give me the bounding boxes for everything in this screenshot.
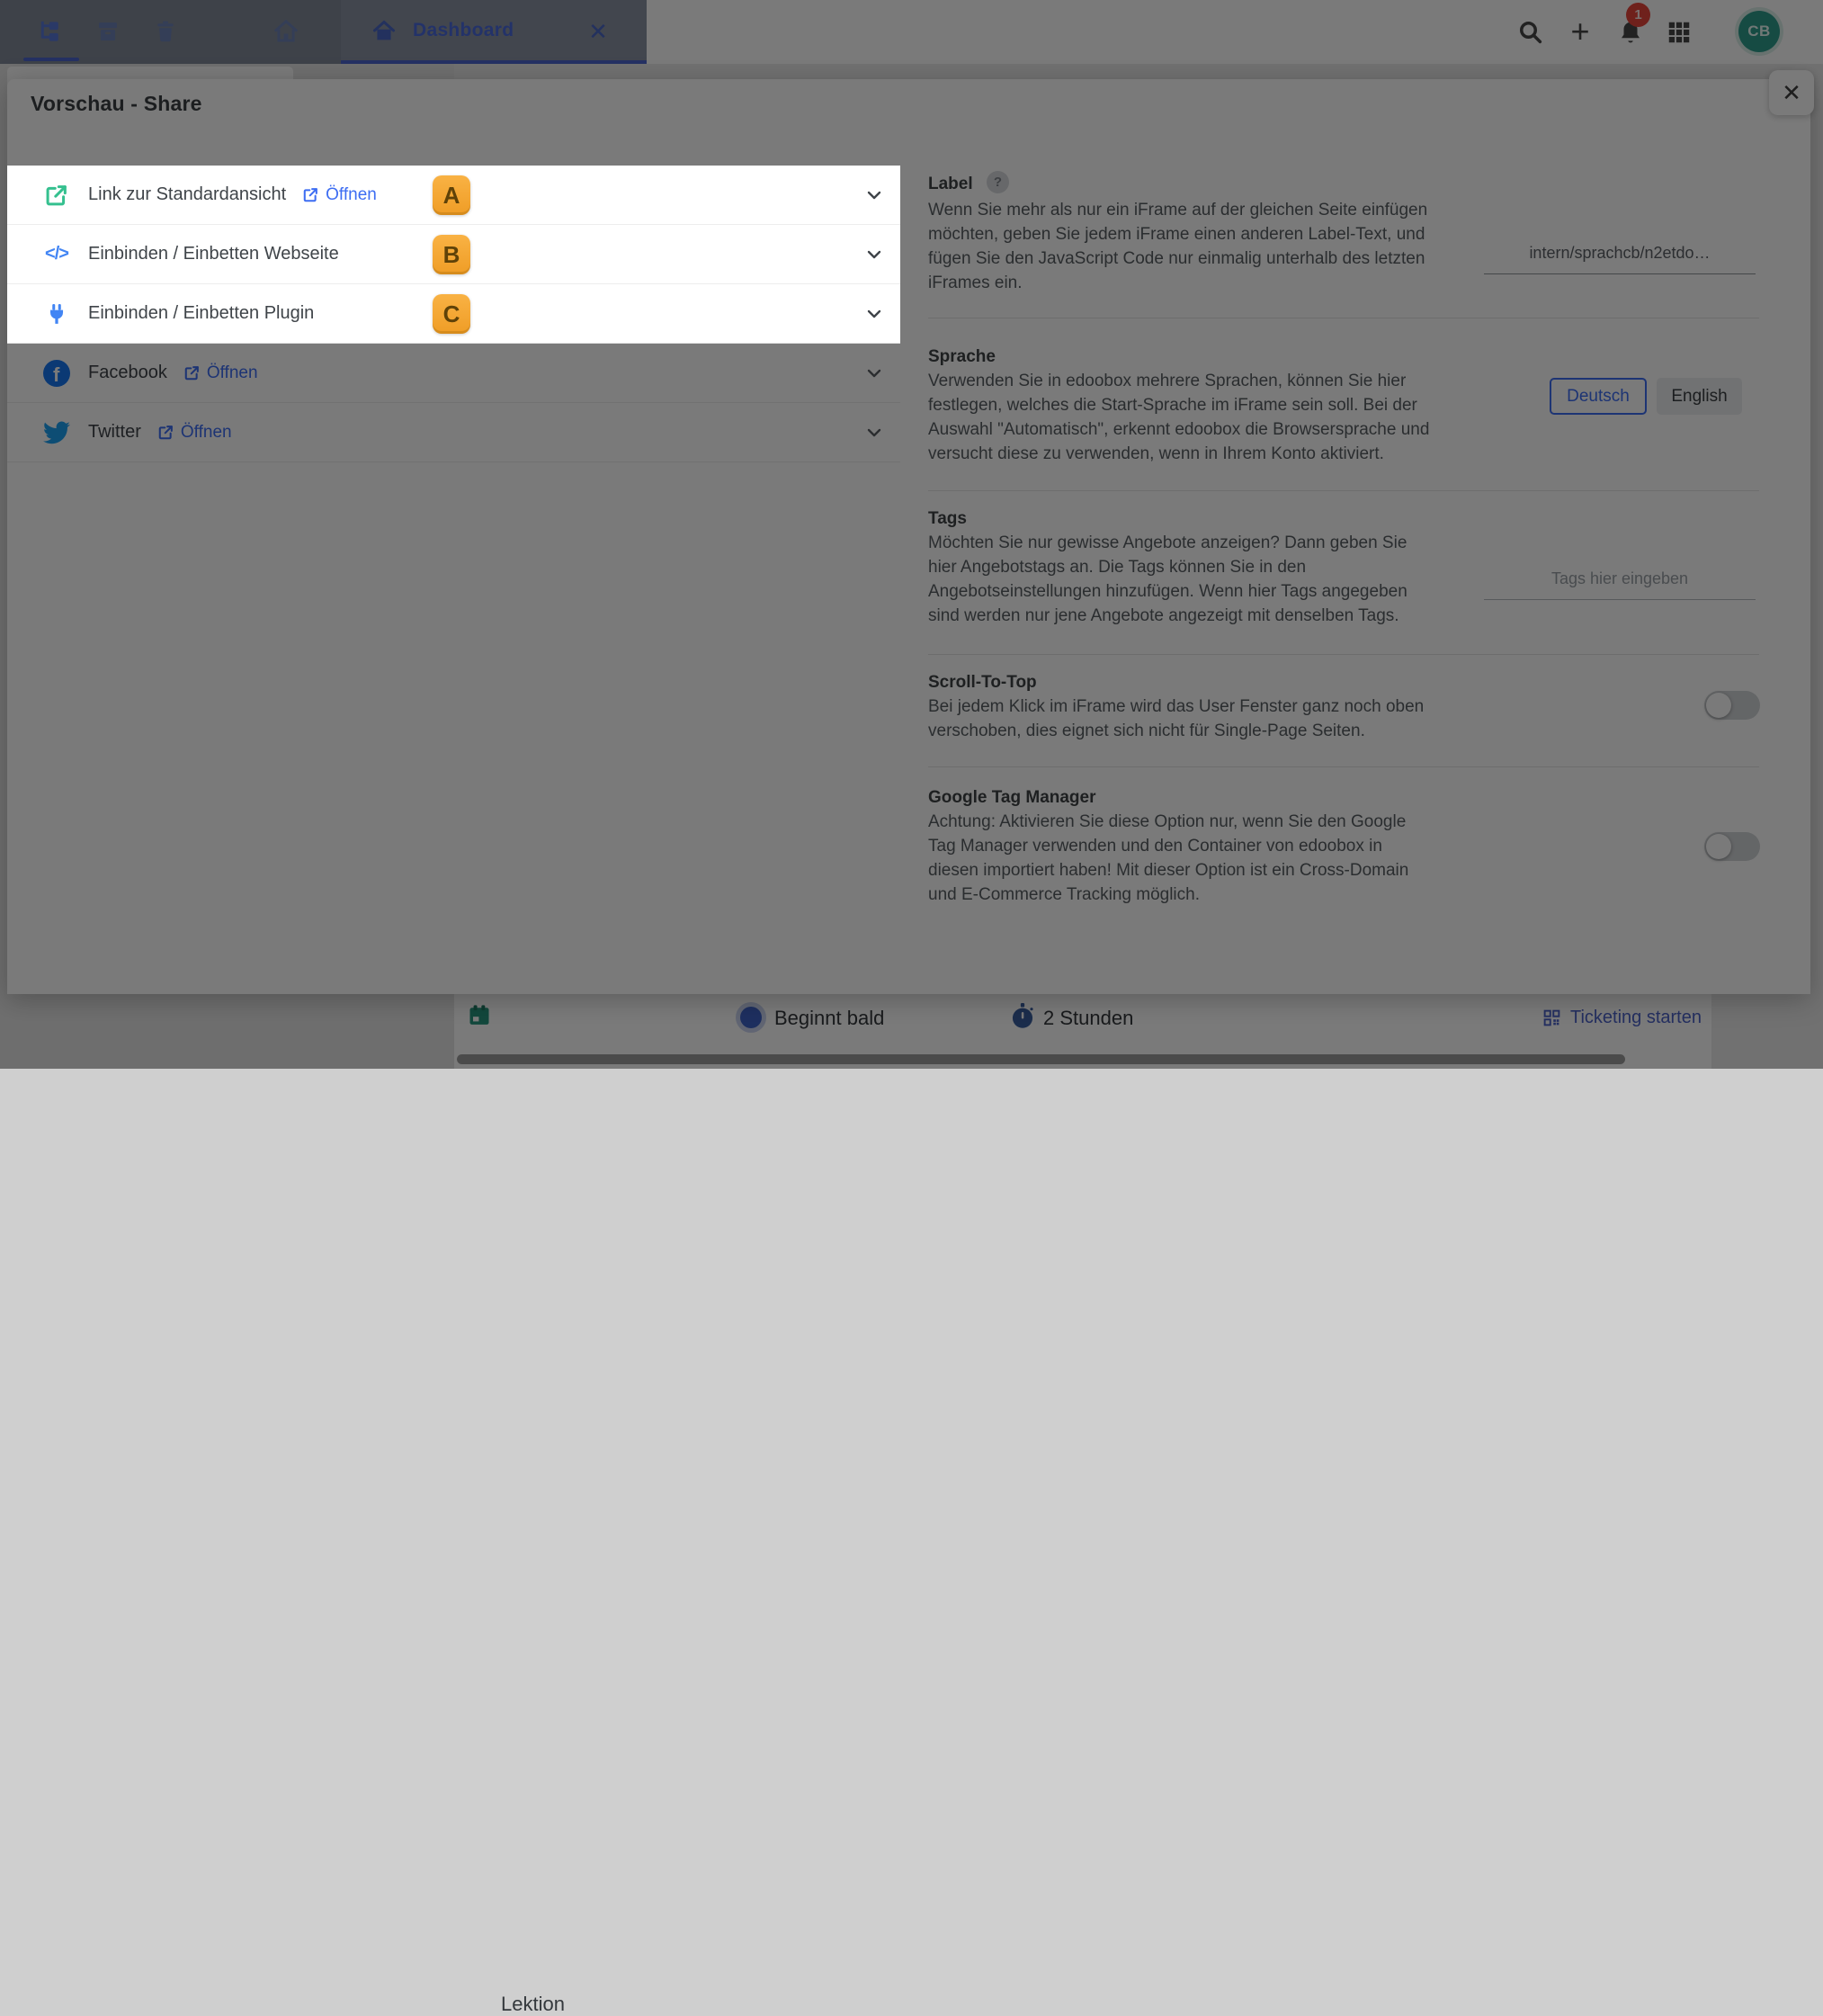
chevron-down-icon[interactable] xyxy=(863,303,885,329)
plug-icon xyxy=(43,302,70,326)
share-row-label: Link zur Standardansicht xyxy=(88,184,287,204)
share-row-embed-plugin[interactable] xyxy=(7,284,900,344)
code-icon: </> xyxy=(45,244,68,264)
annotation-badge-a: A xyxy=(433,175,470,215)
external-link-icon xyxy=(43,183,70,208)
share-row-embed-webseite[interactable] xyxy=(7,225,900,284)
annotation-badge-b: B xyxy=(433,235,470,274)
open-link[interactable] xyxy=(302,185,377,205)
share-row-standard-link[interactable] xyxy=(7,166,900,225)
lesson-type-label: Lektion xyxy=(501,1993,565,2015)
annotation-badge-c: C xyxy=(433,294,470,334)
share-row-label: Einbinden / Einbetten Plugin xyxy=(88,303,315,323)
chevron-down-icon[interactable] xyxy=(863,184,885,211)
open-link-label: Öffnen xyxy=(326,184,377,204)
chevron-down-icon[interactable] xyxy=(863,244,885,270)
share-row-label: Einbinden / Einbetten Webseite xyxy=(88,244,339,264)
open-external-icon xyxy=(302,186,319,203)
